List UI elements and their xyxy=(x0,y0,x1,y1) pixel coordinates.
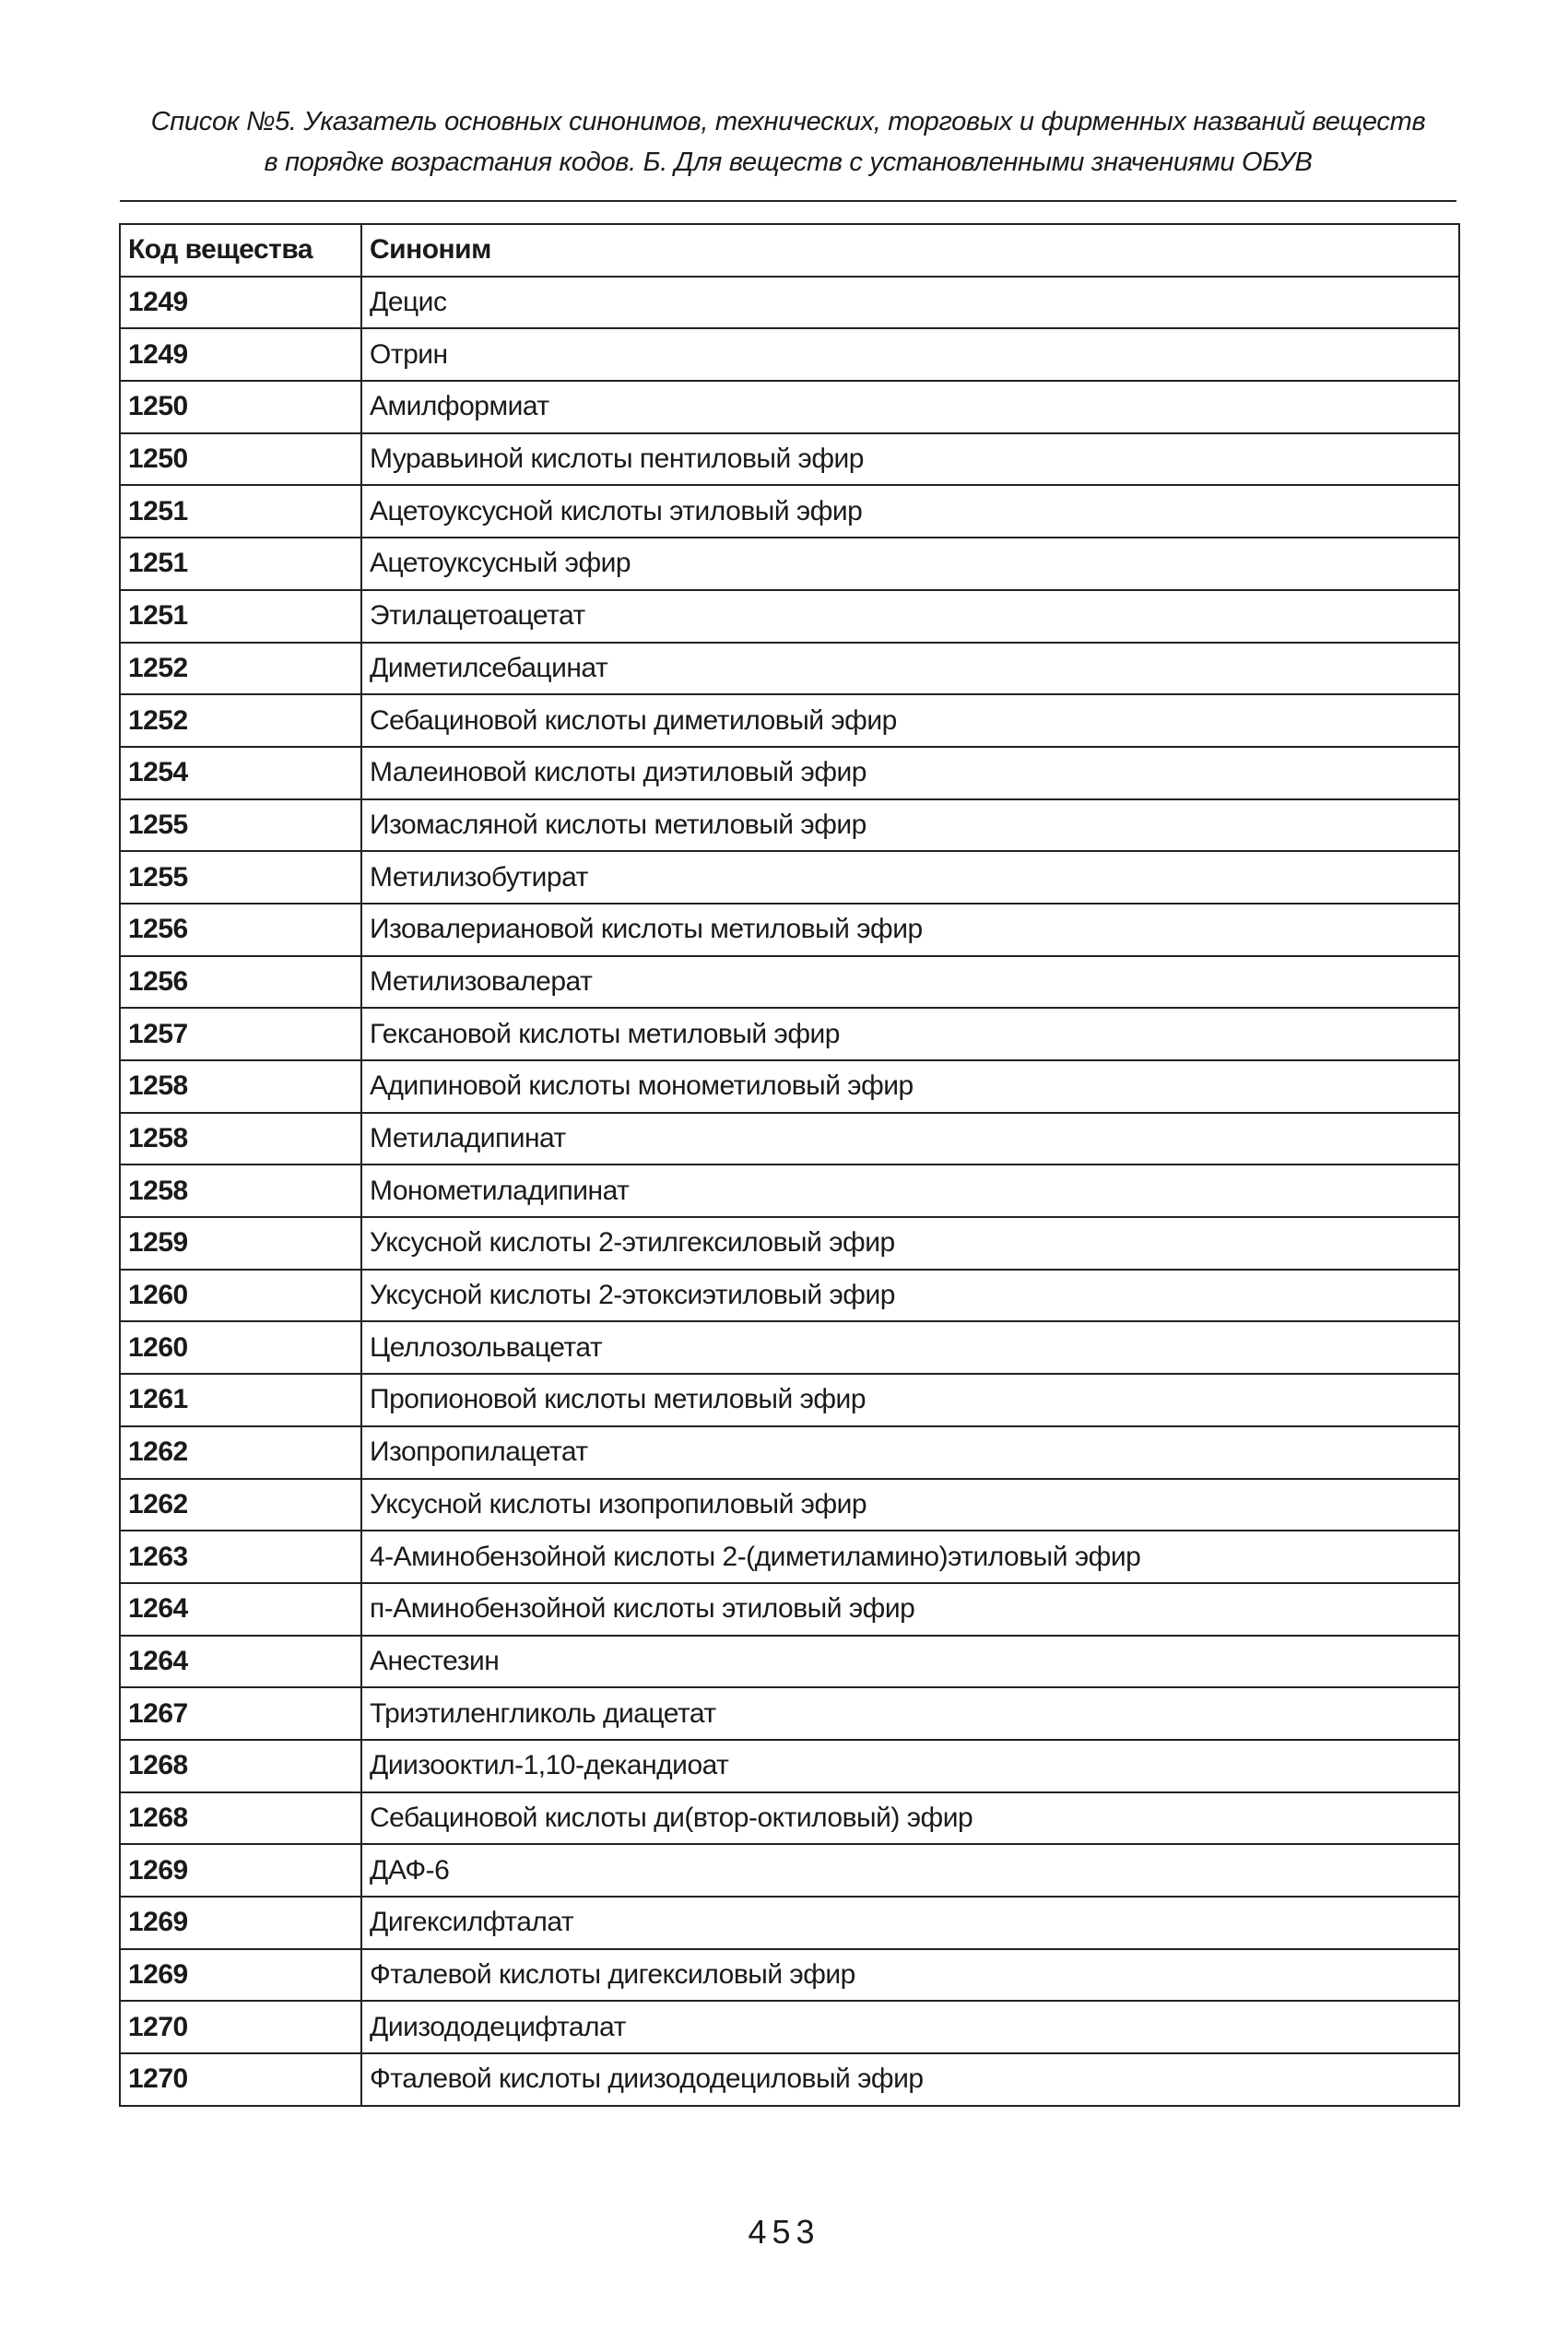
page-header xyxy=(120,101,1456,183)
synonym-cell: Целлозольвацетат xyxy=(361,1321,1459,1374)
synonym-cell: Амилформиат xyxy=(361,381,1459,433)
table-row xyxy=(120,1583,1459,1636)
header-divider xyxy=(120,200,1456,202)
table-row xyxy=(120,328,1459,381)
table-row xyxy=(120,1792,1459,1845)
table-row xyxy=(120,904,1459,956)
table-row xyxy=(120,1531,1459,1583)
table-row xyxy=(120,381,1459,433)
substance-code-cell: 1260 xyxy=(120,1321,361,1374)
table-row xyxy=(120,1321,1459,1374)
table-row xyxy=(120,1270,1459,1322)
synonym-cell: Малеиновой кислоты диэтиловый эфир xyxy=(361,747,1459,799)
table-row xyxy=(120,1008,1459,1060)
synonym-cell: Диизододецифталат xyxy=(361,2001,1459,2053)
table-row xyxy=(120,1217,1459,1270)
substance-code-cell: 1249 xyxy=(120,277,361,329)
table-row xyxy=(120,590,1459,643)
synonym-cell: Адипиновой кислоты монометиловый эфир xyxy=(361,1060,1459,1113)
substance-code-cell: 1264 xyxy=(120,1636,361,1688)
synonym-cell: 4-Аминобензойной кислоты 2-(диметиламино)этиловый эфир xyxy=(361,1531,1459,1583)
synonym-cell: Отрин xyxy=(361,328,1459,381)
synonym-cell: Изовалериановой кислоты метиловый эфир xyxy=(361,904,1459,956)
table-row xyxy=(120,851,1459,904)
substance-code-cell: 1256 xyxy=(120,904,361,956)
table-row xyxy=(120,643,1459,695)
substance-code-cell: 1260 xyxy=(120,1270,361,1322)
substance-code-cell: 1268 xyxy=(120,1792,361,1845)
substance-code-cell: 1255 xyxy=(120,851,361,904)
substance-code-cell: 1270 xyxy=(120,2053,361,2106)
synonym-cell: Себациновой кислоты ди(втор-октиловый) эфир xyxy=(361,1792,1459,1845)
table-row xyxy=(120,1060,1459,1113)
substance-code-cell: 1254 xyxy=(120,747,361,799)
substance-code-cell: 1252 xyxy=(120,643,361,695)
table-row xyxy=(120,1374,1459,1426)
synonym-cell: Анестезин xyxy=(361,1636,1459,1688)
substance-code-cell: 1263 xyxy=(120,1531,361,1583)
synonym-cell: Децис xyxy=(361,277,1459,329)
synonym-cell: Ацетоуксусный эфир xyxy=(361,538,1459,590)
synonym-cell: Фталевой кислоты диизододециловый эфир xyxy=(361,2053,1459,2106)
table-row xyxy=(120,277,1459,329)
substance-code-cell: 1259 xyxy=(120,1217,361,1270)
substance-code-cell: 1251 xyxy=(120,538,361,590)
substance-code-cell: 1250 xyxy=(120,381,361,433)
synonym-cell: Изомасляной кислоты метиловый эфир xyxy=(361,799,1459,852)
substance-code-cell: 1262 xyxy=(120,1479,361,1531)
table-row xyxy=(120,485,1459,538)
substance-code-cell: 1258 xyxy=(120,1060,361,1113)
substance-code-cell: 1257 xyxy=(120,1008,361,1060)
table-row xyxy=(120,799,1459,852)
synonym-cell: Уксусной кислоты 2-этоксиэтиловый эфир xyxy=(361,1270,1459,1322)
synonym-cell: Уксусной кислоты 2-этилгексиловый эфир xyxy=(361,1217,1459,1270)
substance-code-cell: 1270 xyxy=(120,2001,361,2053)
table-row xyxy=(120,1844,1459,1897)
table-header-row xyxy=(120,224,1459,277)
table-row xyxy=(120,1165,1459,1217)
synonym-cell: Метилизовалерат xyxy=(361,956,1459,1009)
synonym-table xyxy=(119,223,1460,2107)
synonym-cell: Метиладипинат xyxy=(361,1113,1459,1165)
synonym-cell: Триэтиленгликоль диацетат xyxy=(361,1687,1459,1740)
header-line-2: в порядке возрастания кодов. Б. Для веществ с установленными значениями ОБУВ xyxy=(264,148,1313,177)
table-row xyxy=(120,1479,1459,1531)
table-row xyxy=(120,538,1459,590)
substance-code-cell: 1250 xyxy=(120,433,361,486)
substance-code-cell: 1269 xyxy=(120,1949,361,2002)
table-row xyxy=(120,1897,1459,1949)
table-row xyxy=(120,1636,1459,1688)
column-header-synonym: Синоним xyxy=(361,224,1459,277)
table-row xyxy=(120,1949,1459,2002)
substance-code-cell: 1256 xyxy=(120,956,361,1009)
synonym-cell: Дигексилфталат xyxy=(361,1897,1459,1949)
substance-code-cell: 1261 xyxy=(120,1374,361,1426)
synonym-cell: Диметилсебацинат xyxy=(361,643,1459,695)
table-row xyxy=(120,1687,1459,1740)
synonym-cell: Гексановой кислоты метиловый эфир xyxy=(361,1008,1459,1060)
table-row xyxy=(120,747,1459,799)
header-line-1: Список №5. Указатель основных синонимов, технических, торговых и фирменных названий веществ xyxy=(150,107,1426,136)
substance-code-cell: 1251 xyxy=(120,590,361,643)
table-row xyxy=(120,1113,1459,1165)
synonym-cell: Этилацетоацетат xyxy=(361,590,1459,643)
synonym-cell: Себациновой кислоты диметиловый эфир xyxy=(361,694,1459,747)
synonym-cell: ДАФ-6 xyxy=(361,1844,1459,1897)
substance-code-cell: 1252 xyxy=(120,694,361,747)
substance-code-cell: 1258 xyxy=(120,1165,361,1217)
substance-code-cell: 1269 xyxy=(120,1844,361,1897)
synonym-cell: п-Аминобензойной кислоты этиловый эфир xyxy=(361,1583,1459,1636)
synonym-cell: Уксусной кислоты изопропиловый эфир xyxy=(361,1479,1459,1531)
synonym-cell: Изопропилацетат xyxy=(361,1426,1459,1479)
synonym-cell: Диизооктил-1,10-декандиоат xyxy=(361,1740,1459,1792)
substance-code-cell: 1264 xyxy=(120,1583,361,1636)
table-row xyxy=(120,2001,1459,2053)
table-row xyxy=(120,1740,1459,1792)
substance-code-cell: 1268 xyxy=(120,1740,361,1792)
substance-code-cell: 1249 xyxy=(120,328,361,381)
table-row xyxy=(120,2053,1459,2106)
table-row xyxy=(120,433,1459,486)
synonym-cell: Ацетоуксусной кислоты этиловый эфир xyxy=(361,485,1459,538)
substance-code-cell: 1269 xyxy=(120,1897,361,1949)
synonym-table-container xyxy=(119,223,1458,2107)
substance-code-cell: 1251 xyxy=(120,485,361,538)
page-number: 453 xyxy=(748,2213,820,2251)
substance-code-cell: 1267 xyxy=(120,1687,361,1740)
table-row xyxy=(120,956,1459,1009)
synonym-cell: Монометиладипинат xyxy=(361,1165,1459,1217)
synonym-cell: Метилизобутират xyxy=(361,851,1459,904)
substance-code-cell: 1262 xyxy=(120,1426,361,1479)
table-row xyxy=(120,694,1459,747)
synonym-cell: Пропионовой кислоты метиловый эфир xyxy=(361,1374,1459,1426)
substance-code-cell: 1258 xyxy=(120,1113,361,1165)
substance-code-cell: 1255 xyxy=(120,799,361,852)
synonym-cell: Фталевой кислоты дигексиловый эфир xyxy=(361,1949,1459,2002)
table-row xyxy=(120,1426,1459,1479)
column-header-code: Код вещества xyxy=(120,224,361,277)
synonym-cell: Муравьиной кислоты пентиловый эфир xyxy=(361,433,1459,486)
table-body xyxy=(120,277,1459,2106)
